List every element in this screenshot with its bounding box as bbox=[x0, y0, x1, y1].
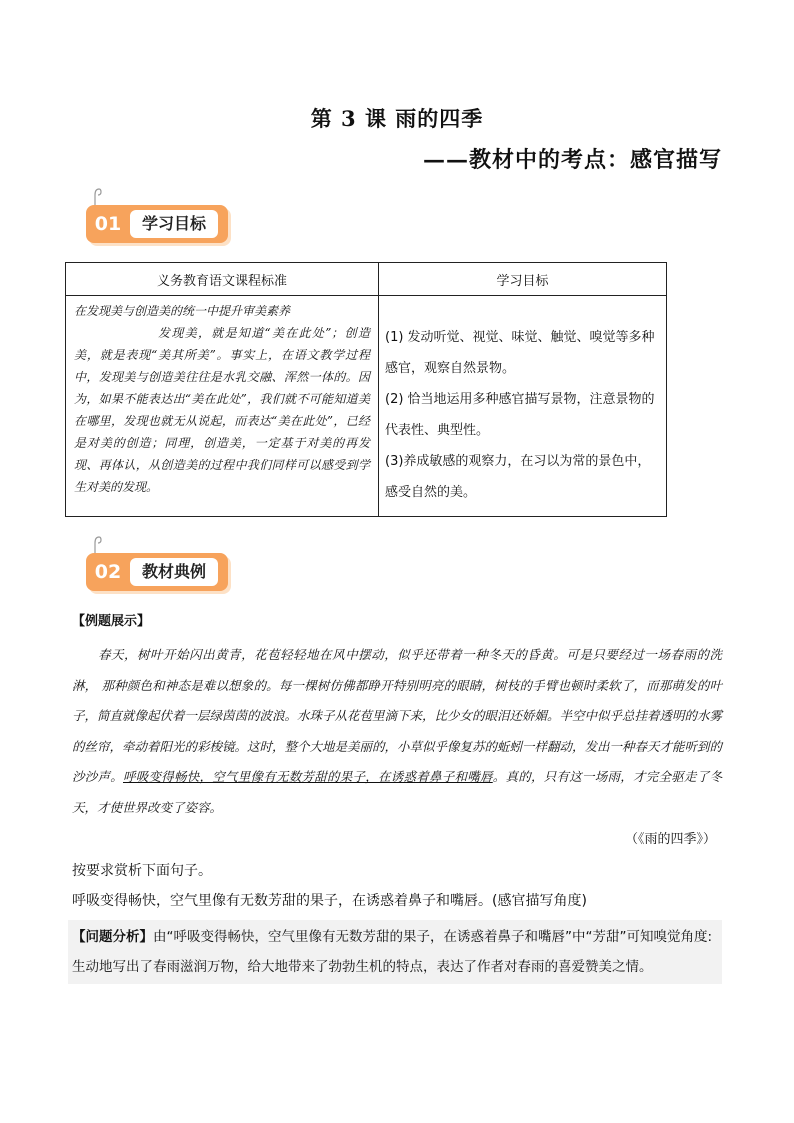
analysis-box bbox=[68, 920, 722, 984]
question-prompt: 按要求赏析下面句子。 bbox=[72, 863, 212, 879]
standard-text-cell bbox=[66, 296, 379, 517]
example-passage bbox=[72, 640, 722, 823]
goals-text-cell bbox=[379, 296, 667, 517]
section-label: 学习目标 bbox=[130, 210, 218, 238]
goal-item-2: (2) 恰当地运用多种感官描写景物，注意景物的代表性、典型性。 bbox=[385, 392, 655, 438]
table-header-standard: 义务教育语文课程标准 bbox=[66, 263, 379, 296]
standards-table bbox=[65, 262, 667, 517]
section-number: 01 bbox=[94, 213, 122, 235]
passage-text-end: 。真的，只有这一场雨，才完全驱走了冬天，才使世界改变了姿容。 bbox=[72, 769, 722, 815]
goal-item-3: (3)养成敏感的观察力，在习以为常的景色中，感受自然的美。 bbox=[385, 454, 651, 500]
analysis-body: 由“呼吸变得畅快，空气里像有无数芳甜的果子，在诱惑着鼻子和嘴唇”中“芳甜”可知嗅觉角度:生动地写出了春雨滋润万物，给大地带来了勃勃生机的特点，表达了作者对春雨的喜爱赞美之情。 bbox=[72, 929, 713, 975]
passage-text: 春天，树叶开始闪出黄青，花苞轻轻地在风中摆动，似乎还带着一种冬天的昏黄。可是只要经过一场春雨的洗淋， 那种颜色和神态是难以想象的。每一棵树仿佛都睁开特别明亮的眼睛，树枝的手臂也顿时柔软了，而那萌发的叶子，简直就像起伏着一层绿茵茵的波浪。水珠子从花苞里滴下来，比少女的眼泪还娇媚。半空中似乎总挂着透明的水雾的丝帘，牵动着阳光的彩梭镜。这时，整个大地是美丽的，小草似乎像复苏的蚯蚓一样翻动，发出一种春天才能听到的沙沙声。 bbox=[72, 647, 723, 784]
passage-underlined-sentence: 呼吸变得畅快，空气里像有无数芳甜的果子，在诱惑着鼻子和嘴唇 bbox=[123, 769, 493, 784]
analysis-head: 【问题分析】 bbox=[72, 929, 153, 945]
section-label: 教材典例 bbox=[130, 558, 218, 586]
table-header-goals: 学习目标 bbox=[379, 263, 667, 296]
example-tag: 【例题展示】 bbox=[72, 614, 151, 629]
standard-body: 发现美，就是知道“美在此处”；创造美，就是表现“美其所美”。事实上，在语文教学过程中，发现美与创造美往往是水乳交融、浑然一体的。因为，如果不能表达出“美在此处”，我们就不可能知道美在哪里，发现也就无从说起，而表达“美在此处”，已经是对美的创造；同理，创造美，一定基于对美的再发现、再体认，从创造美的过程中我们同样可以感受到学生对美的发现。 bbox=[74, 326, 370, 494]
standard-heading: 在发现美与创造美的统一中提升审美素养 bbox=[74, 304, 291, 318]
goal-item-1: (1) 发动听觉、视觉、味觉、触觉、嗅觉等多种感官，观察自然景物。 bbox=[385, 330, 655, 376]
question-sentence: 呼吸变得畅快，空气里像有无数芳甜的果子，在诱惑着鼻子和嘴唇。(感官描写角度) bbox=[72, 893, 587, 909]
section-badge-examples bbox=[86, 553, 236, 597]
section-number: 02 bbox=[94, 561, 122, 583]
passage-source: （《雨的四季》） bbox=[624, 832, 716, 847]
lesson-subtitle: ——教材中的考点：感官描写 bbox=[422, 147, 722, 173]
lesson-title: 第 3 课 雨的四季 bbox=[310, 106, 484, 131]
section-badge-goals bbox=[86, 205, 236, 249]
